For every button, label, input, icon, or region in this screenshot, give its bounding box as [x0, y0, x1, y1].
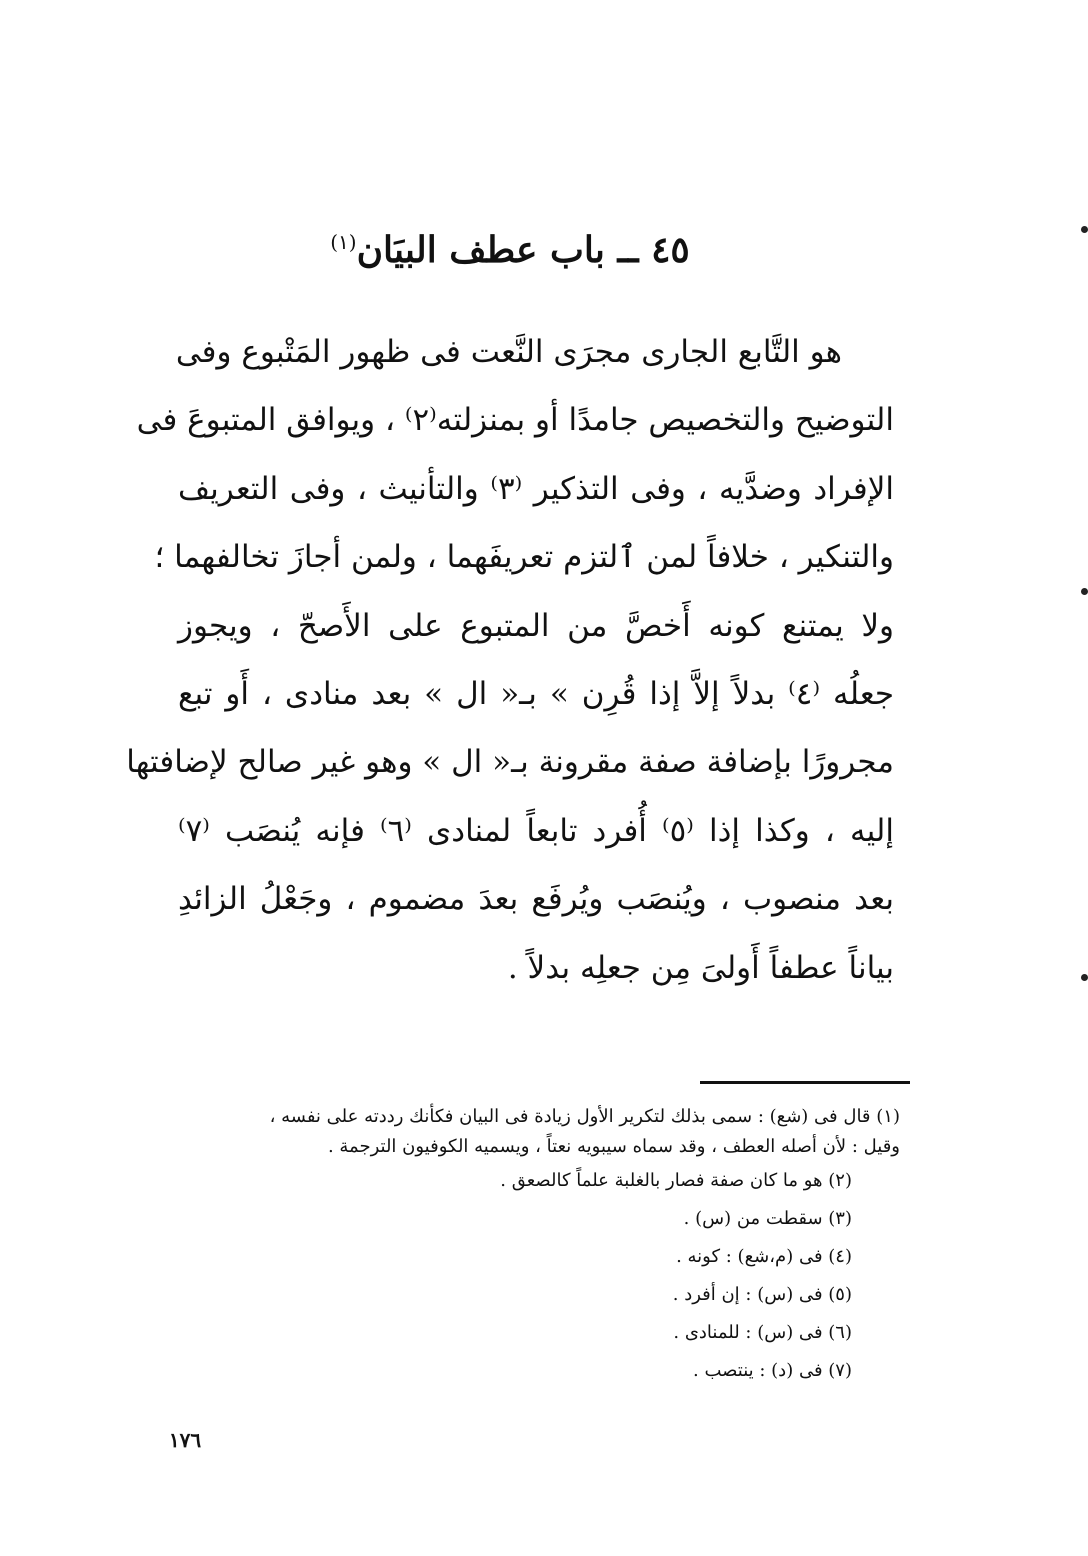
footnote-line: (٥) فى (س) : إن أفرد . — [672, 1284, 852, 1305]
page-number: ١٧٦ — [168, 1428, 202, 1452]
footnote-line: (٢) هو ما كان صفة فصار بالغلبة علماً كالصعق . — [500, 1170, 852, 1191]
footnote-divider — [700, 1081, 910, 1084]
chapter-title-footnote-ref: (١) — [330, 230, 357, 254]
body-line: الإفراد وضدَّيه ، وفى التذكير ⁽٣⁾ والتأنيث ، وفى التعريف — [178, 470, 894, 507]
body-line: بعد منصوب ، ويُنصَب ويُرفَع بعدَ مضموم ، وجَعْلُ الزائدِ — [178, 881, 894, 918]
scan-mark — [1081, 974, 1088, 981]
body-text — [126, 318, 895, 1002]
body-line: إليه ، وكذا إذا ⁽٥⁾ أُفرد تابعاً لمنادى ⁽٦⁾ فإنه يُنصَب ⁽٧⁾ — [178, 812, 894, 849]
scan-mark — [1081, 588, 1088, 595]
body-line: جعلُه ⁽٤⁾ بدلاً إلاَّ إذا قُرِن » بـ« ال » بعد منادى ، أَو تبع — [178, 675, 895, 712]
body-line: التوضيح والتخصيص جامدًا أو بمنزلته⁽٢⁾ ، ويوافق المتبوعَ فى — [136, 402, 894, 439]
footnote-line: وقيل : لأن أصله العطف ، وقد سماه سيبويه نعتاً ، ويسميه الكوفيون الترجمة . — [327, 1136, 900, 1157]
chapter-title-text: ٤٥ ــ باب عطف البيَان — [356, 229, 690, 271]
footnote-line: (٧) فى (د) : ينتصب . — [693, 1360, 852, 1381]
footnote-line: (٤) فى (م،شع) : كونه . — [676, 1246, 852, 1267]
body-line: بياناً عطفاً أَولىَ مِن جعلِه بدلاً . — [507, 949, 894, 986]
body-line: والتنكير ، خلافاً لمن ٱلتزم تعريفَهما ، ولمن أجازَ تخالفهما ؛ — [154, 539, 894, 576]
footnote-line: (١) قال فى (شع) : سمى بذلك لتكرير الأول زيادة فى البيان فكأنك رددته على نفسه ، — [269, 1106, 900, 1127]
body-line: ولا يمتنع كونه أَخصَّ من المتبوع على الأَصحّ ، ويجوز — [178, 607, 894, 644]
footnote-line: (٣) سقطت من (س) . — [683, 1208, 852, 1229]
body-line: مجرورًا بإضافة صفة مقرونة بـ« ال » وهو غير صالح لإضافتها — [126, 744, 894, 781]
chapter-title — [300, 212, 720, 280]
body-line: هو التَّابع الجارى مجرَى النَّعت فى ظهور المَتْبوع وفى — [175, 334, 842, 370]
scan-mark — [1081, 226, 1088, 233]
footnotes — [160, 1102, 900, 1390]
footnote-line: (٦) فى (س) : للمنادى . — [673, 1322, 852, 1343]
